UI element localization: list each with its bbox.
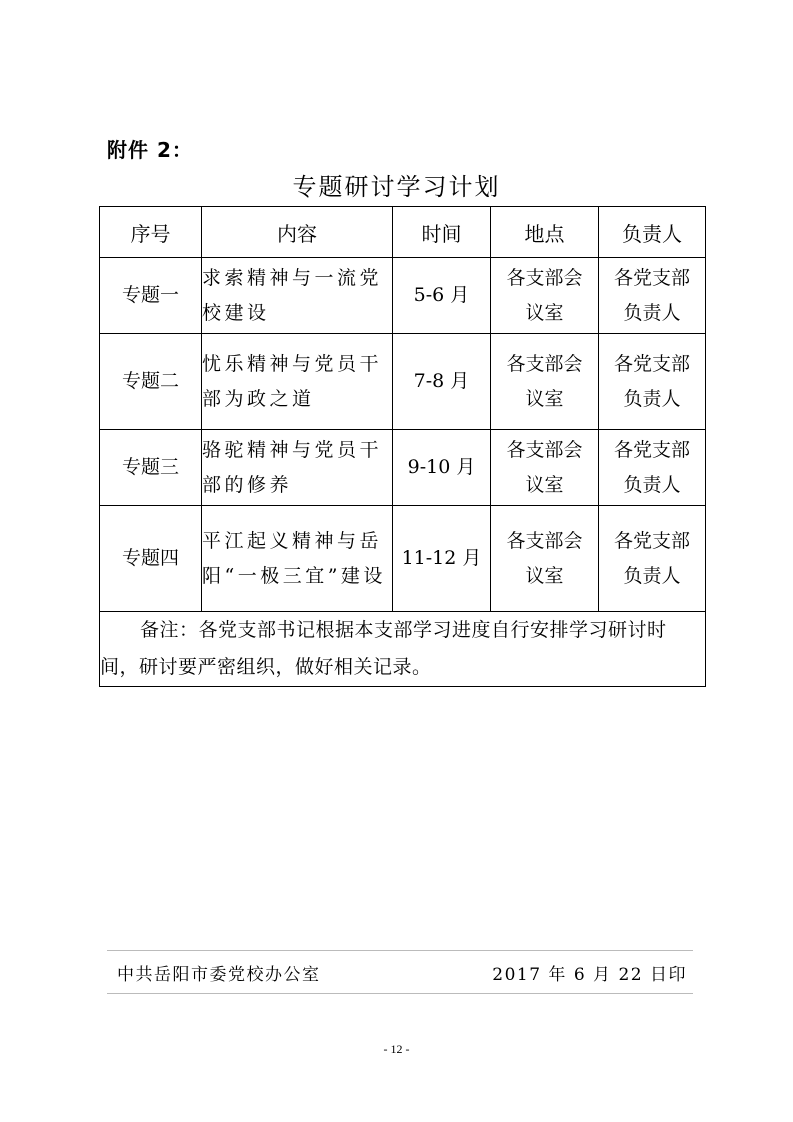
cell-no: 专题四 (100, 506, 202, 612)
cell-time: 7-8 月 (393, 334, 491, 430)
cell-time: 5-6 月 (393, 258, 491, 334)
cell-content: 平江起义精神与岳阳“一极三宜”建设 (202, 506, 393, 612)
cell-no: 专题三 (100, 430, 202, 506)
cell-content: 忧乐精神与党员干部为政之道 (202, 334, 393, 430)
cell-place: 各支部会议室 (491, 258, 599, 334)
study-plan-table (99, 206, 706, 687)
cell-content: 骆驼精神与党员干部的修养 (202, 430, 393, 506)
cell-owner: 各党支部负责人 (599, 506, 706, 612)
page-number: - 12 - (383, 1042, 410, 1056)
cell-place: 各支部会议室 (491, 430, 599, 506)
header-owner: 负责人 (599, 207, 706, 258)
cell-place: 各支部会议室 (491, 506, 599, 612)
table-row (100, 258, 706, 334)
header-time: 时间 (393, 207, 491, 258)
document-title: 专题研讨学习计划 (292, 173, 501, 201)
header-place: 地点 (491, 207, 599, 258)
table-header-row (100, 207, 706, 258)
table-row (100, 430, 706, 506)
cell-no: 专题一 (100, 258, 202, 334)
cell-no: 专题二 (100, 334, 202, 430)
attachment-label: 附件 2： (107, 138, 193, 162)
cell-content: 求索精神与一流党校建设 (202, 258, 393, 334)
cell-owner: 各党支部负责人 (599, 258, 706, 334)
header-content: 内容 (202, 207, 393, 258)
header-no: 序号 (100, 207, 202, 258)
cell-owner: 各党支部负责人 (599, 430, 706, 506)
footer (107, 950, 693, 994)
cell-owner: 各党支部负责人 (599, 334, 706, 430)
note-text: 备注：各党支部书记根据本支部学习进度自行安排学习研讨时间，研讨要严密组织，做好相关记录。 (100, 612, 706, 687)
footer-org: 中共岳阳市委党校办公室 (117, 965, 321, 985)
table-row (100, 506, 706, 612)
cell-time: 9-10 月 (393, 430, 491, 506)
cell-place: 各支部会议室 (491, 334, 599, 430)
cell-time: 11-12 月 (393, 506, 491, 612)
table-row (100, 334, 706, 430)
footer-date: 2017 年 6 月 22 日印 (492, 965, 687, 985)
table-note-row (100, 612, 706, 687)
